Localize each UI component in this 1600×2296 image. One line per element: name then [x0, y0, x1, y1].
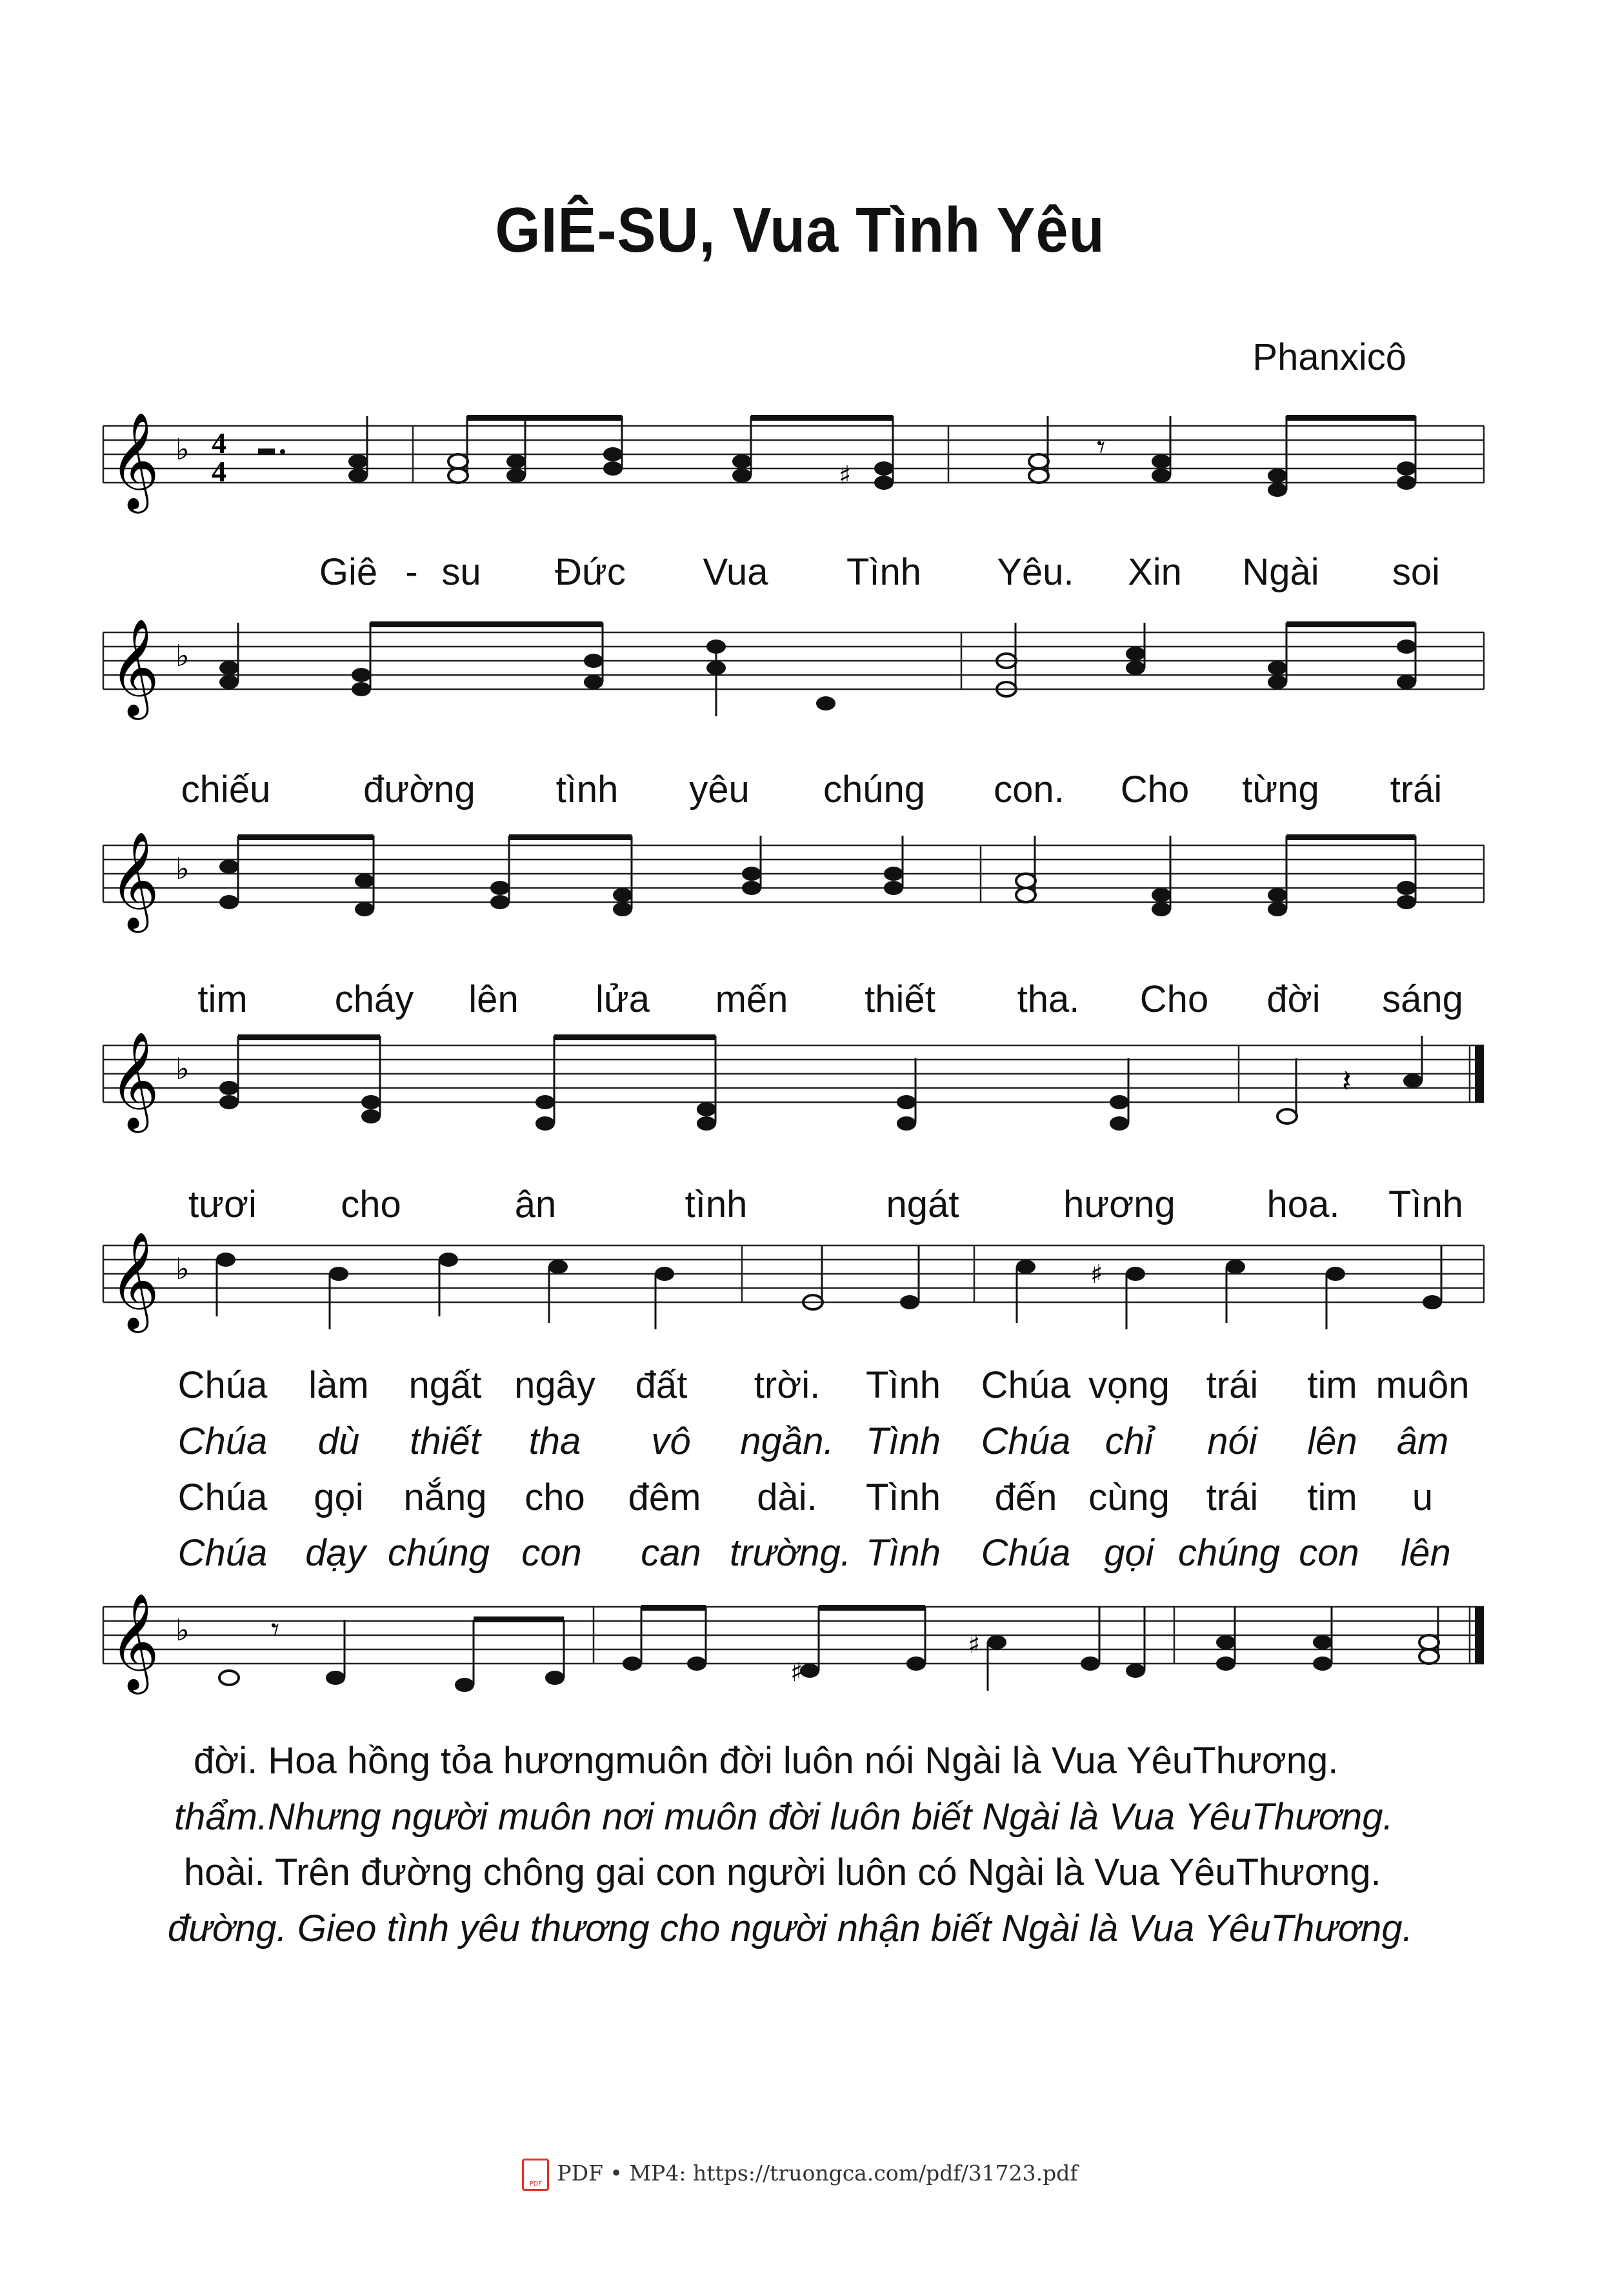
svg-text:𝄾: 𝄾: [1097, 428, 1106, 466]
lyric-word: Đức: [555, 551, 626, 593]
lyric-word: Chúa: [177, 1420, 268, 1462]
lyric-word: đường: [363, 769, 475, 811]
footer-link[interactable]: PDF • MP4: https://truongca.com/pdf/31723.pdf: [557, 2160, 1078, 2186]
svg-text:♯: ♯: [968, 1630, 981, 1660]
lyric-word: tim: [1307, 1476, 1357, 1518]
treble-clef-icon: 𝄞: [110, 1231, 159, 1329]
lyric-word: gọi: [314, 1476, 364, 1518]
staff-2: [0, 618, 1600, 716]
lyric-word: Cho: [1120, 769, 1190, 811]
lyric-word: dù: [317, 1420, 360, 1462]
verse-line: đời. Hoa hồng tỏa hươngmuôn đời luôn nói Ngài là Vua YêuThương.: [194, 1740, 1339, 1782]
lyric-word: hương: [1063, 1183, 1175, 1225]
lyric-word: lên: [1307, 1420, 1357, 1462]
lyric-word: lửa: [595, 978, 650, 1020]
lyric-word: đời: [1266, 978, 1321, 1020]
lyric-word: Tình: [865, 1364, 941, 1406]
flat-icon: ♭: [175, 1613, 190, 1647]
lyric-word: con: [521, 1532, 582, 1574]
lyric-word: Tình: [865, 1476, 941, 1518]
lyric-word: Vua: [703, 551, 768, 593]
lyric-word: tình: [555, 769, 619, 811]
flat-icon: ♭: [175, 1051, 190, 1086]
lyric-word: con: [1299, 1532, 1359, 1574]
lyric-word: Yêu.: [997, 551, 1074, 593]
lyric-word: chúng: [823, 769, 926, 811]
lyric-word: Chúa: [981, 1532, 1071, 1574]
lyric-word: chúng: [1177, 1532, 1281, 1574]
lyric-word: tim: [197, 978, 248, 1020]
lyric-word: -: [405, 551, 418, 593]
lyric-word: trái: [1206, 1364, 1259, 1406]
lyric-word: can: [641, 1532, 701, 1574]
lyric-word: ngây: [514, 1364, 595, 1406]
lyric-word: trường.: [730, 1532, 851, 1574]
lyric-word: dạy: [305, 1532, 366, 1574]
lyric-word: làm: [308, 1364, 369, 1406]
lyric-word: hoa.: [1266, 1183, 1340, 1225]
staff-3: [0, 831, 1600, 929]
lyric-word: ngát: [886, 1183, 959, 1225]
flat-icon: ♭: [175, 1251, 190, 1286]
treble-clef-icon: 𝄞: [110, 1031, 159, 1129]
lyric-word: cùng: [1088, 1476, 1170, 1518]
lyric-word: cháy: [334, 978, 414, 1020]
lyric-word: nói: [1207, 1420, 1257, 1462]
lyric-word: muôn: [1375, 1364, 1470, 1406]
lyric-word: lên: [468, 978, 519, 1020]
footer: [0, 2159, 1600, 2191]
lyric-word: Tình: [1388, 1183, 1464, 1225]
lyric-word: Tình: [865, 1420, 941, 1462]
lyric-word: cho: [525, 1476, 585, 1518]
lyric-word: Ngài: [1242, 551, 1319, 593]
composer: Phanxicô: [1252, 336, 1406, 378]
lyric-word: trời.: [754, 1364, 821, 1406]
lyric-word: Tình: [846, 551, 922, 593]
lyric-word: lên: [1401, 1532, 1451, 1574]
lyric-word: Chúa: [981, 1364, 1071, 1406]
lyric-word: thiết: [865, 978, 935, 1020]
lyric-word: gọi: [1104, 1532, 1154, 1574]
lyric-word: Tình: [865, 1532, 941, 1574]
lyric-word: nắng: [403, 1476, 487, 1518]
verse-line: thẩm.Nhưng người muôn nơi muôn đời luôn biết Ngài là Vua YêuThương.: [174, 1796, 1394, 1838]
lyric-word: tha: [528, 1420, 581, 1462]
lyric-word: tươi: [188, 1183, 257, 1225]
lyric-word: trái: [1206, 1476, 1259, 1518]
treble-clef-icon: 𝄞: [110, 618, 159, 716]
lyric-word: tim: [1307, 1364, 1357, 1406]
lyric-word: trái: [1390, 769, 1443, 811]
lyric-word: ngất: [408, 1364, 482, 1406]
verse-line: hoài. Trên đường chông gai con người luôn có Ngài là Vua YêuThương.: [184, 1851, 1381, 1893]
lyric-word: vô: [651, 1420, 691, 1462]
svg-text:𝄽: 𝄽: [1342, 1063, 1352, 1100]
lyric-word: đất: [635, 1364, 688, 1406]
lyric-word: ân: [514, 1183, 557, 1225]
lyric-word: u: [1412, 1476, 1434, 1518]
svg-text:𝄾: 𝄾: [271, 1611, 280, 1648]
verse-line: đường. Gieo tình yêu thương cho người nhận biết Ngài là Vua YêuThương.: [168, 1908, 1413, 1949]
lyric-word: dài.: [757, 1476, 817, 1518]
staff-4: [0, 1032, 1600, 1136]
lyric-word: chiếu: [181, 769, 271, 811]
svg-text:♯: ♯: [839, 461, 852, 490]
treble-clef-icon: 𝄞: [110, 831, 159, 929]
lyric-word: chỉ: [1105, 1420, 1154, 1462]
lyric-word: đêm: [628, 1476, 701, 1518]
lyric-word: Chúa: [981, 1420, 1071, 1462]
lyric-word: Chúa: [177, 1476, 268, 1518]
lyric-word: tha.: [1017, 978, 1080, 1020]
lyric-word: đến: [994, 1476, 1057, 1518]
svg-text:4: 4: [212, 427, 226, 459]
flat-icon: ♭: [175, 432, 190, 467]
lyric-word: soi: [1392, 551, 1441, 593]
lyric-word: chúng: [387, 1532, 490, 1574]
flat-icon: ♭: [175, 638, 190, 673]
lyric-word: Chúa: [177, 1364, 268, 1406]
lyric-word: âm: [1396, 1420, 1449, 1462]
lyric-word: Chúa: [177, 1532, 268, 1574]
lyric-word: Giê: [319, 551, 378, 593]
lyric-word: su: [441, 551, 481, 593]
svg-text:♯: ♯: [1090, 1260, 1103, 1289]
svg-text:4: 4: [212, 455, 226, 488]
lyric-word: cho: [341, 1183, 401, 1225]
song-title: GIÊ-SU, Vua Tình Yêu: [495, 194, 1105, 265]
lyric-word: con.: [994, 769, 1065, 811]
lyric-word: Xin: [1128, 551, 1182, 593]
staff-5: [0, 1231, 1600, 1329]
lyric-word: yêu: [689, 769, 750, 811]
lyric-word: mến: [715, 978, 788, 1020]
lyric-word: vọng: [1088, 1364, 1170, 1406]
staff-1: [0, 411, 1600, 509]
lyric-word: từng: [1242, 769, 1319, 811]
lyric-word: sáng: [1382, 978, 1463, 1020]
treble-clef-icon: 𝄞: [110, 1592, 159, 1690]
lyric-word: ngần.: [740, 1420, 834, 1462]
treble-clef-icon: 𝄞: [110, 411, 159, 509]
staff-6: [0, 1594, 1600, 1697]
lyric-word: thiết: [410, 1420, 481, 1462]
lyric-word: tình: [685, 1183, 748, 1225]
pdf-file-icon: [522, 2159, 549, 2191]
lyric-word: Cho: [1139, 978, 1209, 1020]
flat-icon: ♭: [175, 851, 190, 886]
svg-text:♯: ♯: [790, 1658, 803, 1687]
